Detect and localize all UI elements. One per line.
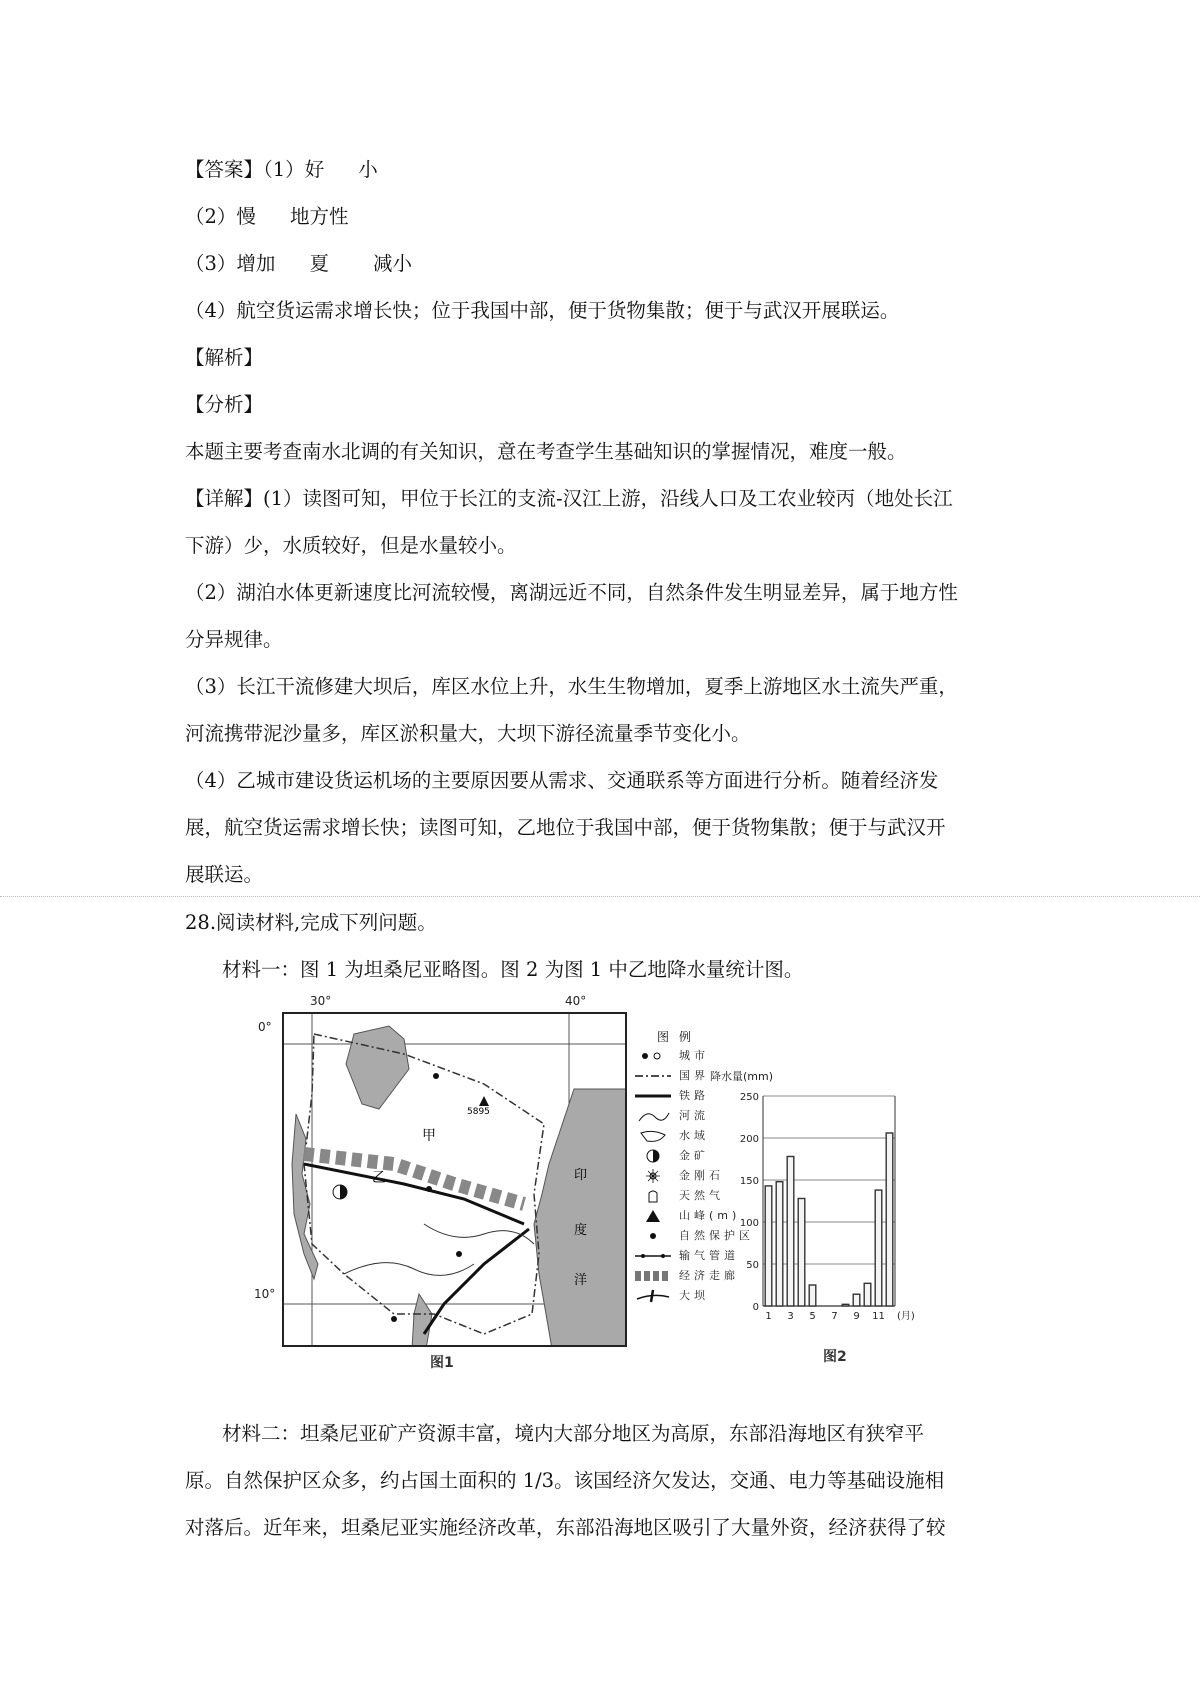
lake-malawi [412,1294,432,1347]
lat-10-label: 10° [254,1287,276,1301]
x-tick-label: 1 [765,1311,772,1322]
national-border [304,1034,544,1334]
legend-item-city [635,1046,735,1066]
y-tick-label: 0 [752,1302,759,1313]
x-tick-label: 11 [872,1311,885,1322]
y-tick-label: 50 [746,1260,759,1271]
economic-corridor-icon [635,1269,671,1283]
city-icon [635,1049,671,1063]
jiexi-heading: 【解析】 [185,346,264,369]
detail-4-line-2: 展，航空货运需求增长快；读图可知，乙地位于我国中部，便于货物集散；便于与武汉开 [185,816,946,839]
material-1: 材料一：图 1 为坦桑尼亚略图。图 2 为图 1 中乙地降水量统计图。 [222,958,804,981]
peak-symbol [479,1096,489,1106]
legend-label: 金矿 [679,1149,709,1162]
detail-4-line-1: （4）乙城市建设货运机场的主要原因要从需求、交通联系等方面进行分析。随着经济发 [185,769,939,792]
answer-1-number: （1） [263,158,305,181]
detail-1-line-1: 【详解】(1）读图可知，甲位于长江的支流-汉江上游，沿线人口及工农业较丙（地处长江 [185,487,953,510]
peak-icon [635,1209,671,1223]
tanzania-map [282,1012,627,1347]
legend-item-gas [635,1186,735,1206]
peak-label: 5895 [467,1107,490,1117]
figure-1-caption: 图1 [430,1355,454,1371]
diamond-icon [635,1169,671,1183]
answer-3-number: （3） [185,252,237,275]
river [424,1224,534,1244]
bar-month-11 [875,1190,882,1306]
detail-3-line-1: （3）长江干流修建大坝后，库区水位上升，水生生物增加，夏季上游地区水土流失严重， [185,675,958,698]
label-jia: 甲 [422,1128,436,1144]
detail-1-line-2: 下游）少，水质较好，但是水量较小。 [185,534,517,557]
lon-30-label: 30° [310,994,332,1008]
gas-pipeline-icon [635,1249,671,1263]
legend-label: 河流 [679,1109,709,1122]
x-tick-label: 7 [831,1311,838,1322]
x-tick-label: 5 [809,1311,816,1322]
dam-icon [635,1289,671,1303]
ocean-char-1: 印 [574,1168,588,1183]
material-2-line-1: 材料二：坦桑尼亚矿产资源丰富，境内大部分地区为高原，东部沿海地区有狭窄平 [222,1422,925,1445]
chart-svg [735,1088,925,1338]
answer-line-2 [185,204,348,230]
legend-label: 国界 [679,1069,709,1082]
detail-2-line-1: （2）湖泊水体更新速度比河流较慢，离湖远近不同，自然条件发生明显差异，属于地方性 [185,581,958,604]
y-tick-label: 200 [739,1134,759,1145]
y-tick-label: 100 [739,1218,759,1229]
bar-month-4 [798,1198,805,1306]
analysis-summary: 本题主要考查南水北调的有关知识，意在考查学生基础知识的掌握情况，难度一般。 [185,440,907,463]
answer-line-4: （4）航空货运需求增长快；位于我国中部，便于货物集散；便于与武汉开展联运。 [185,299,900,322]
railway-south [424,1229,529,1334]
bar-month-12 [886,1133,893,1306]
legend-label: 金刚石 [679,1169,724,1182]
bar-month-10 [864,1283,871,1306]
legend-label: 输气管道 [679,1249,739,1262]
detail-3-line-2: 河流携带泥沙量多，库区淤积量大，大坝下游径流量季节变化小。 [185,722,751,745]
bar-month-3 [787,1156,794,1306]
fenxi-heading: 【分析】 [185,393,264,416]
nature-reserve-icon [635,1229,671,1243]
river-south [344,1263,474,1276]
legend-item-river [635,1106,735,1126]
answer-3-value-2: 夏 [309,252,329,275]
material-2-line-2: 原。自然保护区众多，约占国土面积的 1/3。该国经济欠发达，交通、电力等基础设施相 [185,1469,945,1492]
legend-item-pipeline [635,1246,739,1266]
ocean-char-3: 洋 [574,1273,588,1288]
answer-header: 【答案】 [185,158,264,181]
legend-label: 自然保护区 [679,1229,754,1242]
answer-3-value-3: 减小 [372,252,412,275]
nature-reserve-dot [391,1316,397,1322]
lat-0-label: 0° [258,1020,272,1034]
map-drawing [284,1014,627,1347]
chart-ylabel: 降水量(mm) [710,1070,774,1083]
detail-2-line-2: 分异规律。 [185,628,283,651]
detail-4-line-3: 展联运。 [185,863,264,886]
legend-item-peak [635,1206,741,1226]
natural-gas-icon [635,1189,671,1203]
legend-label: 经济走廊 [679,1269,739,1282]
gold-mine-icon [635,1149,671,1163]
page-separator [0,896,1200,897]
legend-label: 城市 [679,1049,709,1062]
legend-title: 图例 [657,1030,702,1044]
bar-month-2 [776,1182,783,1306]
x-axis-label: (月) [897,1311,915,1322]
legend-item-corridor [635,1266,739,1286]
legend-label: 铁路 [679,1089,709,1102]
legend-label: 天然气 [679,1189,724,1202]
lake-victoria [346,1026,409,1109]
legend-item-diamond [635,1166,735,1186]
material-2-line-3: 对落后。近年来，坦桑尼亚实施经济改革，东部沿海地区吸引了大量外资，经济获得了较 [185,1516,946,1539]
answer-line-3 [185,251,412,277]
indian-ocean [534,1089,627,1347]
answer-1-value-1: 好 [304,158,325,181]
legend-item-gold [635,1146,735,1166]
legend-label: 大坝 [679,1289,709,1302]
figure-2-caption: 图2 [823,1349,847,1365]
railway-icon [635,1089,671,1103]
answer-2-value-2: 地方性 [289,205,349,228]
legend-item-dam [635,1286,735,1306]
legend-item-water [635,1126,735,1146]
lake-tanganyika [292,1114,318,1279]
legend-item-reserve [635,1226,754,1246]
nature-reserve-dot [433,1073,439,1079]
answer-3-value-1: 增加 [236,252,276,275]
y-tick-label: 250 [739,1092,759,1103]
gold-mine-symbol-fill [340,1185,347,1199]
lon-40-label: 40° [565,994,587,1008]
bar-month-8 [842,1304,849,1306]
ocean-char-2: 度 [574,1223,588,1238]
answer-2-number: （2） [185,205,237,228]
river-icon [635,1109,671,1123]
water-area-icon [635,1129,671,1143]
answer-1-value-2: 小 [358,158,378,181]
legend-label: 水域 [679,1129,709,1142]
x-tick-label: 9 [853,1311,860,1322]
border-icon [635,1069,671,1083]
bar-month-9 [853,1294,860,1306]
answer-line-1 [185,157,378,183]
nature-reserve-dot [456,1251,462,1257]
label-yi: 乙 [372,1170,386,1186]
bar-month-1 [765,1186,772,1306]
nature-reserve-dot [426,1186,432,1192]
legend-item-railway [635,1086,735,1106]
legend-label: 山峰(m) [679,1209,741,1222]
figure-area [254,994,930,1380]
question-title: 28.阅读材料,完成下列问题。 [185,911,437,934]
answer-2-value-1: 慢 [236,205,256,228]
bar-month-5 [809,1285,816,1306]
y-tick-label: 150 [739,1176,759,1187]
x-tick-label: 3 [787,1311,794,1322]
